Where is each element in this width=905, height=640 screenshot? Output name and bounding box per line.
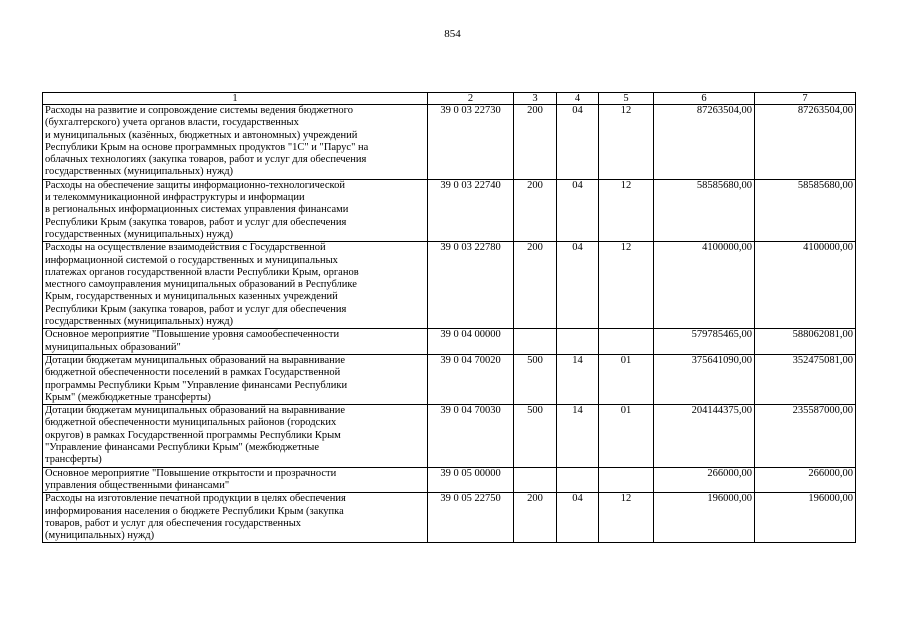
row-name-line: бюджетной обеспеченности муниципальных районов (городских	[45, 417, 337, 429]
row-name-line: округов) в рамках Государственной программы Республики Крым	[45, 429, 341, 441]
row-name-line: Дотации бюджетам муниципальных образований на выравнивание	[45, 354, 346, 366]
row-value-7: 196000,00	[755, 493, 856, 543]
row-code: 39 0 03 22730	[428, 105, 514, 180]
row-value-6: 196000,00	[654, 493, 755, 543]
row-pr	[599, 329, 654, 355]
row-value-6: 4100000,00	[654, 242, 755, 329]
table-row	[43, 329, 856, 355]
row-value-6: 579785465,00	[654, 329, 755, 355]
row-name-line: "Управление финансами Республики Крым" (межбюджетные	[45, 442, 320, 454]
row-code: 39 0 05 22750	[428, 493, 514, 543]
row-vr: 200	[514, 242, 557, 329]
row-name	[43, 493, 428, 543]
row-vr	[514, 329, 557, 355]
row-name	[43, 242, 428, 329]
row-rz	[557, 329, 599, 355]
row-name-line: информирования населения о бюджете Республики Крым (закупка	[45, 505, 344, 517]
row-pr: 12	[599, 179, 654, 241]
row-name-line: государственных (муниципальных) нужд)	[45, 228, 234, 240]
row-rz: 04	[557, 105, 599, 180]
row-name	[43, 405, 428, 467]
column-header-3: 3	[514, 93, 557, 105]
column-header-1: 1	[43, 93, 428, 105]
row-rz: 04	[557, 242, 599, 329]
row-name	[43, 105, 428, 180]
row-name-line: Основное мероприятие "Повышение уровня самообеспеченности	[45, 329, 340, 341]
table-row	[43, 467, 856, 493]
row-value-6: 58585680,00	[654, 179, 755, 241]
table-row	[43, 179, 856, 241]
column-header-4: 4	[557, 93, 599, 105]
row-name-line: и муниципальных (казённых, бюджетных и автономных) учреждений	[45, 129, 358, 141]
row-name-line: Республики Крым (закупка товаров, работ и услуг для обеспечения	[45, 303, 347, 315]
row-name-line: Основное мероприятие "Повышение открытости и прозрачности	[45, 467, 337, 479]
row-name-line: трансферты)	[45, 454, 102, 466]
table-row	[43, 242, 856, 329]
budget-table	[42, 92, 856, 543]
row-name-line: Дотации бюджетам муниципальных образований на выравнивание	[45, 405, 346, 417]
row-name-line: Республики Крым на основе программных продуктов "1С" и "Парус" на	[45, 141, 369, 153]
row-pr: 01	[599, 354, 654, 404]
row-value-7: 235587000,00	[755, 405, 856, 467]
row-value-6: 375641090,00	[654, 354, 755, 404]
row-value-7: 4100000,00	[755, 242, 856, 329]
table-row	[43, 405, 856, 467]
row-name-line: программы Республики Крым "Управление финансами Республики	[45, 379, 348, 391]
row-rz	[557, 467, 599, 493]
row-name-line: Крым" (межбюджетные трансферты)	[45, 391, 211, 403]
row-name-line: управления общественными финансами"	[45, 479, 230, 491]
row-name	[43, 179, 428, 241]
page-number: 854	[444, 28, 461, 40]
row-code: 39 0 05 00000	[428, 467, 514, 493]
row-pr: 12	[599, 242, 654, 329]
row-name	[43, 329, 428, 355]
row-value-6: 87263504,00	[654, 105, 755, 180]
row-name-line: Крым, государственных и муниципальных казенных учреждений	[45, 291, 338, 303]
row-value-7: 352475081,00	[755, 354, 856, 404]
row-value-6: 204144375,00	[654, 405, 755, 467]
row-value-7: 588062081,00	[755, 329, 856, 355]
row-code: 39 0 04 70030	[428, 405, 514, 467]
table-row	[43, 354, 856, 404]
row-code: 39 0 03 22780	[428, 242, 514, 329]
row-pr: 12	[599, 105, 654, 180]
column-header-5: 5	[599, 93, 654, 105]
row-name	[43, 354, 428, 404]
row-name-line: местного самоуправления муниципальных образований в Республике	[45, 279, 357, 291]
row-name-line: муниципальных образований"	[45, 341, 181, 353]
row-vr: 200	[514, 105, 557, 180]
row-vr: 200	[514, 179, 557, 241]
row-name-line: государственных (муниципальных) нужд)	[45, 316, 234, 328]
row-name-line: Республики Крым (закупка товаров, работ и услуг для обеспечения	[45, 216, 347, 228]
row-name	[43, 467, 428, 493]
row-name-line: информационной системой о государственных и муниципальных	[45, 254, 338, 266]
row-code: 39 0 04 00000	[428, 329, 514, 355]
row-name-line: облачных технологиях (закупка товаров, работ и услуг для обеспечения	[45, 154, 367, 166]
row-vr: 500	[514, 405, 557, 467]
row-name-line: товаров, работ и услуг для обеспечения государственных	[45, 517, 302, 529]
row-name-line: бюджетной обеспеченности поселений в рамках Государственной	[45, 367, 341, 379]
row-name-line: Расходы на обеспечение защиты информационно-технологической	[45, 179, 345, 191]
table-body	[43, 105, 856, 543]
row-name-line: в региональных информационных системах управления финансами	[45, 204, 349, 216]
row-name-line: платежах органов государственной власти Республики Крым, органов	[45, 266, 359, 278]
row-pr: 12	[599, 493, 654, 543]
row-name-line: Расходы на осуществление взаимодействия с Государственной	[45, 242, 326, 254]
row-rz: 04	[557, 179, 599, 241]
row-rz: 14	[557, 405, 599, 467]
row-rz: 04	[557, 493, 599, 543]
row-name-line: государственных (муниципальных) нужд)	[45, 166, 234, 178]
row-vr: 500	[514, 354, 557, 404]
row-pr	[599, 467, 654, 493]
table-row	[43, 105, 856, 180]
row-code: 39 0 04 70020	[428, 354, 514, 404]
column-header-7: 7	[755, 93, 856, 105]
row-value-7: 58585680,00	[755, 179, 856, 241]
row-name-line: (муниципальных) нужд)	[45, 530, 155, 542]
row-vr: 200	[514, 493, 557, 543]
row-name-line: Расходы на изготовление печатной продукции в целях обеспечения	[45, 493, 346, 505]
row-vr	[514, 467, 557, 493]
row-name-line: (бухгалтерского) учета органов власти, государственных	[45, 117, 299, 129]
column-header-6: 6	[654, 93, 755, 105]
table-row	[43, 493, 856, 543]
row-value-7: 87263504,00	[755, 105, 856, 180]
row-value-6: 266000,00	[654, 467, 755, 493]
row-value-7: 266000,00	[755, 467, 856, 493]
row-pr: 01	[599, 405, 654, 467]
header-row	[43, 93, 856, 105]
column-header-2: 2	[428, 93, 514, 105]
row-rz: 14	[557, 354, 599, 404]
row-name-line: Расходы на развитие и сопровождение системы ведения бюджетного	[45, 105, 353, 116]
row-code: 39 0 03 22740	[428, 179, 514, 241]
row-name-line: и телекоммуникационной инфраструктуры и информации	[45, 192, 305, 204]
